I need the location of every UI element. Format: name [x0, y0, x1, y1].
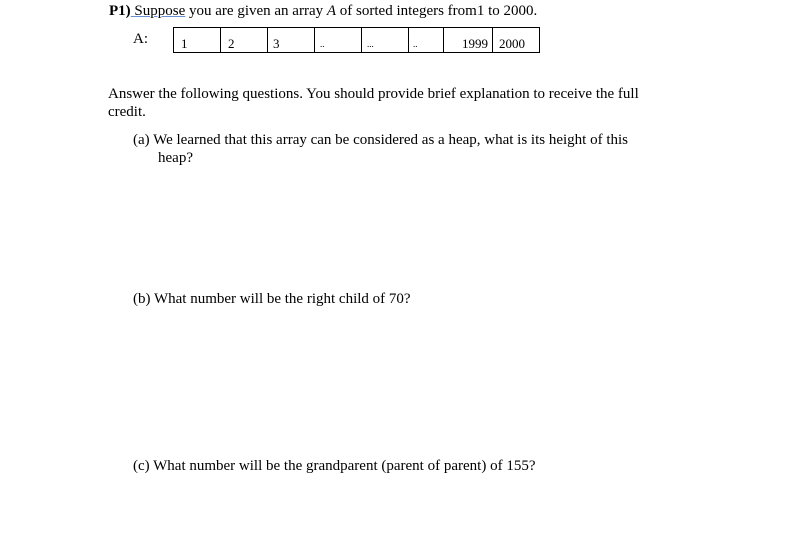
problem-title — [109, 1, 537, 21]
array-cell: 3 — [268, 28, 315, 53]
array-cell: 1999 — [444, 28, 493, 53]
instructions-line-1: Answer the following questions. You should provide brief explanation to receive the full — [108, 86, 639, 102]
array-cell: 2 — [221, 28, 268, 53]
array-cell-ellipsis: ... — [362, 28, 409, 53]
problem-intro-text-1: you are given an array — [185, 3, 327, 19]
array-row — [174, 28, 540, 53]
problem-intro-word: Suppose — [130, 3, 186, 19]
array-variable: A — [326, 3, 337, 19]
array-table — [173, 27, 540, 53]
question-b: (b) What number will be the right child of 70? — [133, 291, 411, 307]
question-a-line-1: (a) We learned that this array can be considered as a heap, what is its height of this — [133, 132, 629, 148]
question-a-line-2: heap? — [158, 150, 193, 166]
question-a — [133, 131, 693, 167]
instructions-line-2: credit. — [108, 104, 146, 120]
array-cell-ellipsis: .. — [409, 28, 444, 53]
array-cell: 2000 — [493, 28, 540, 53]
problem-intro-text-2: of sorted integers from1 to 2000. — [336, 3, 538, 19]
array-cell: 1 — [174, 28, 221, 53]
array-cell-ellipsis: .. — [315, 28, 362, 53]
problem-number: P1) — [109, 3, 131, 19]
question-c: (c) What number will be the grandparent (parent of parent) of 155? — [133, 458, 536, 474]
array-label: A: — [133, 31, 148, 47]
instructions — [108, 85, 708, 121]
